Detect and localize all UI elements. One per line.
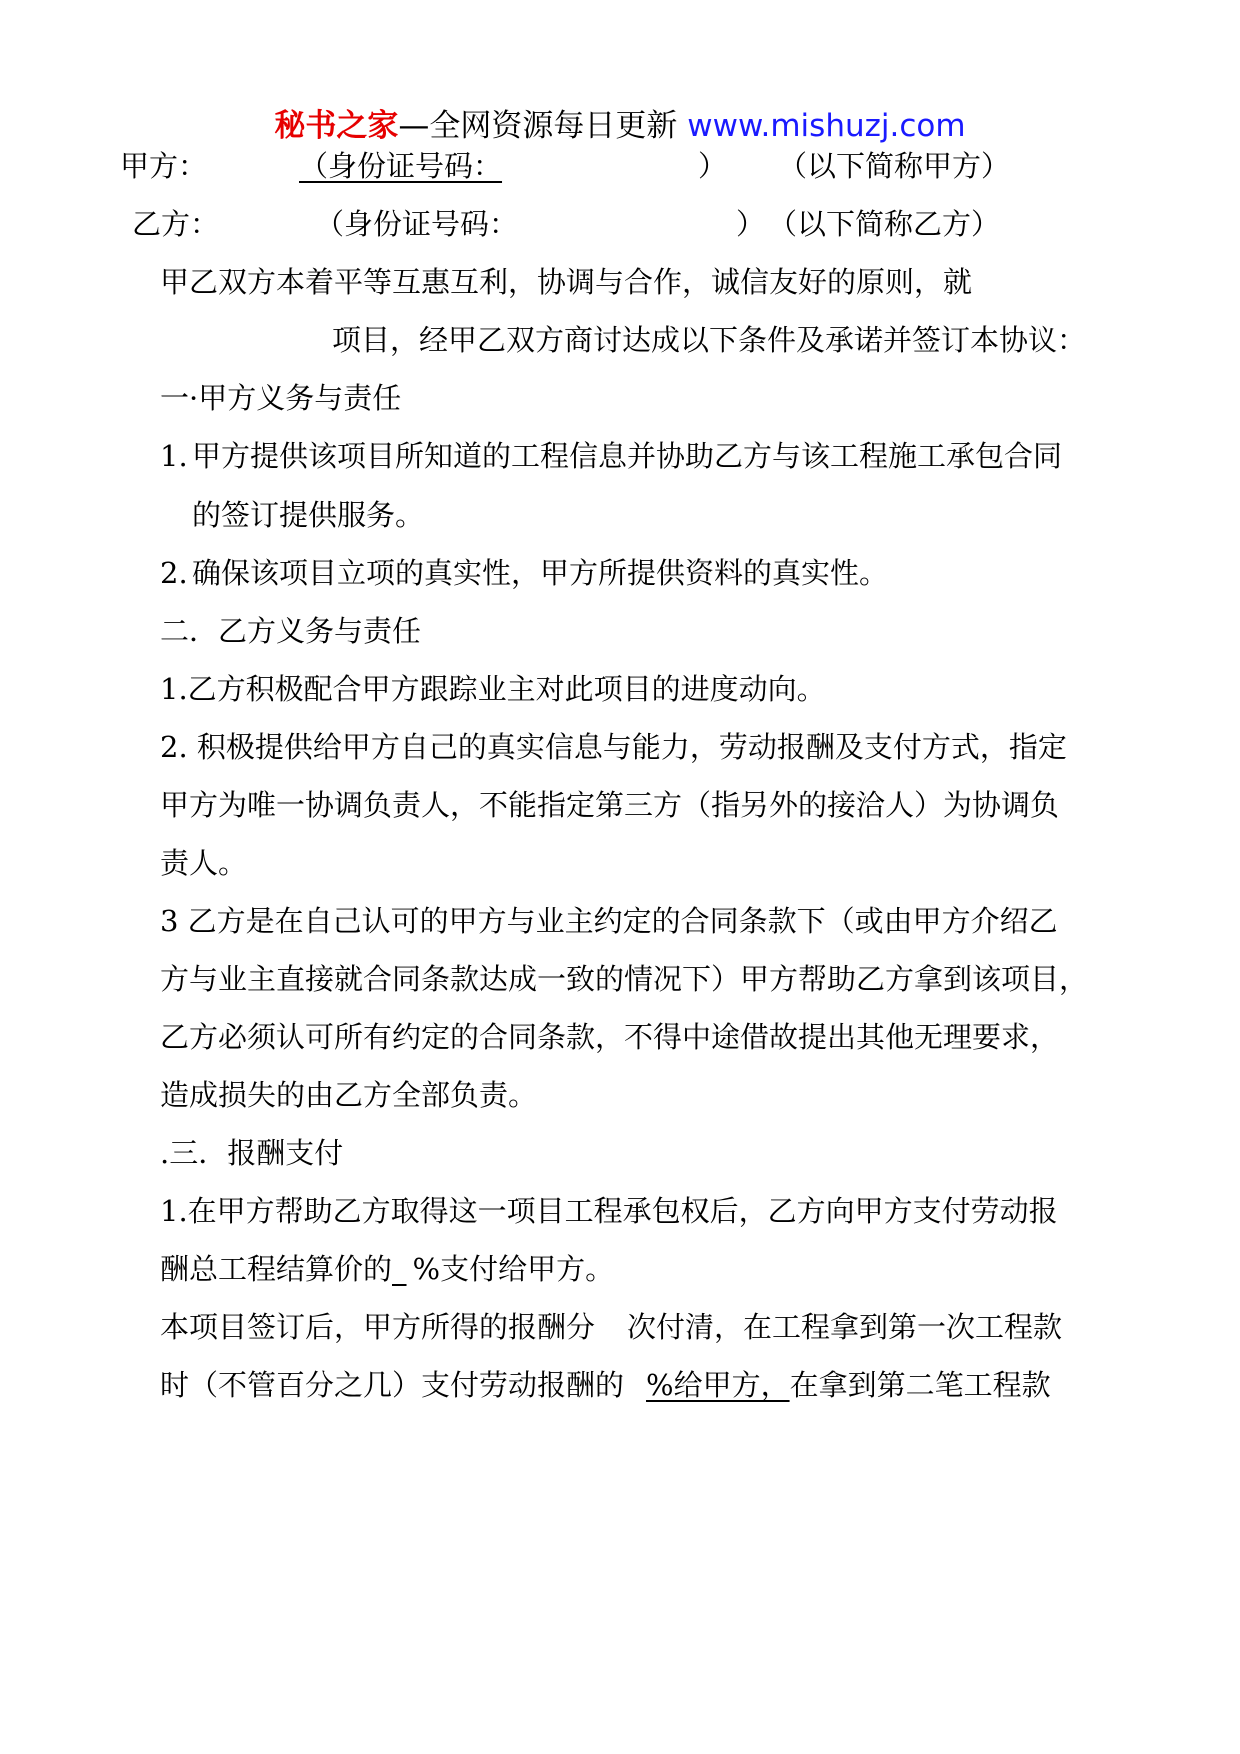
site-url[interactable]: www.mishuzj.com bbox=[687, 108, 966, 144]
payment-text-a: 本项目签订后，甲方所得的报酬分 bbox=[160, 1310, 596, 1344]
party-a-label: 甲方： bbox=[120, 149, 208, 183]
party-a-id-label: （身份证号码： bbox=[299, 149, 503, 183]
party-a-name-blank bbox=[207, 149, 516, 183]
section-1-item-2-num: 2. bbox=[160, 556, 188, 590]
reward-percent-blank bbox=[392, 1252, 413, 1286]
first-payment-percent bbox=[624, 1368, 790, 1402]
reward-text-a: 酬总工程结算价的 bbox=[160, 1252, 393, 1286]
intro-line-2 bbox=[160, 322, 1086, 358]
section-1-item-1-line-2: 的签订提供服务。 bbox=[192, 498, 425, 532]
section-3-item-1-line-1: 1.在甲方帮助乙方取得这一项目工程承包权后，乙方向甲方支付劳动报 bbox=[160, 1194, 1058, 1228]
section-1-item-1-line-1: 甲方提供该项目所知道的工程信息并协助乙方与该工程施工承包合同 bbox=[192, 439, 1063, 473]
site-header bbox=[0, 100, 1240, 145]
installment-count-blank bbox=[595, 1310, 627, 1344]
party-b-line bbox=[132, 206, 518, 242]
section-1-item-1-num: 1. bbox=[160, 439, 188, 473]
project-name-blank bbox=[160, 323, 332, 357]
section-1-title: 一·甲方义务与责任 bbox=[160, 381, 402, 415]
section-2-item-3-line-3: 乙方必须认可所有约定的合同条款，不得中途借故提出其他无理要求， bbox=[160, 1020, 1060, 1054]
party-b-id-close: ） bbox=[736, 207, 766, 241]
party-b-alias: （以下简称乙方） bbox=[768, 207, 1001, 241]
party-b-id-label: （身份证号码： bbox=[315, 207, 519, 241]
section-3-title: .三．报酬支付 bbox=[160, 1136, 344, 1170]
brand-name: 秘书之家 bbox=[274, 108, 399, 144]
section-2-item-1: 1.乙方积极配合甲方跟踪业主对此项目的进度动向。 bbox=[160, 672, 826, 706]
section-2-item-3-line-4: 造成损失的由乙方全部负责。 bbox=[160, 1078, 538, 1112]
section-2-item-2-line-2: 甲方为唯一协调负责人，不能指定第三方（指另外的接洽人）为协调负 bbox=[160, 788, 1060, 822]
section-3-para-line-2 bbox=[160, 1367, 1051, 1403]
party-b-name-blank bbox=[219, 207, 315, 241]
reward-text-b: %支付给甲方。 bbox=[412, 1252, 615, 1286]
slogan: —全网资源每日更新 bbox=[398, 108, 678, 144]
payment-text-b: 次付清，在工程拿到第一次工程款 bbox=[627, 1310, 1063, 1344]
section-1-item-2-line-1: 确保该项目立项的真实性，甲方所提供资料的真实性。 bbox=[192, 556, 889, 590]
section-2-item-2-line-1: 2. 积极提供给甲方自己的真实信息与能力，劳动报酬及支付方式，指定 bbox=[160, 730, 1067, 764]
section-2-item-2-line-3: 责人。 bbox=[160, 846, 248, 880]
section-2-title: 二．乙方义务与责任 bbox=[160, 614, 422, 648]
party-a-alias: （以下简称甲方） bbox=[778, 149, 1011, 183]
section-3-para-line-1 bbox=[160, 1309, 1062, 1345]
party-a-line bbox=[120, 148, 516, 184]
section-2-item-3-line-1: 3 乙方是在自己认可的甲方与业主约定的合同条款下（或由甲方介绍乙 bbox=[160, 904, 1058, 938]
payment-text-d: 在拿到第二笔工程款 bbox=[789, 1368, 1051, 1402]
intro-line-2-text: 项目，经甲乙双方商讨达成以下条件及承诺并签订本协议： bbox=[332, 323, 1087, 357]
section-3-item-1-line-2 bbox=[160, 1251, 614, 1287]
party-a-id-close: ） bbox=[698, 149, 728, 183]
payment-text-c: 时（不管百分之几）支付劳动报酬的 bbox=[160, 1368, 625, 1402]
reward-percent-blank-mark: _ bbox=[392, 1252, 407, 1286]
party-b-label: 乙方： bbox=[132, 207, 220, 241]
section-2-item-3-line-2: 方与业主直接就合同条款达成一致的情况下）甲方帮助乙方拿到该项目， bbox=[160, 962, 1089, 996]
first-payment-percent-text: %给甲方， bbox=[646, 1368, 790, 1402]
intro-line-1: 甲乙双方本着平等互惠互利，协调与合作，诚信友好的原则，就 bbox=[160, 265, 973, 299]
